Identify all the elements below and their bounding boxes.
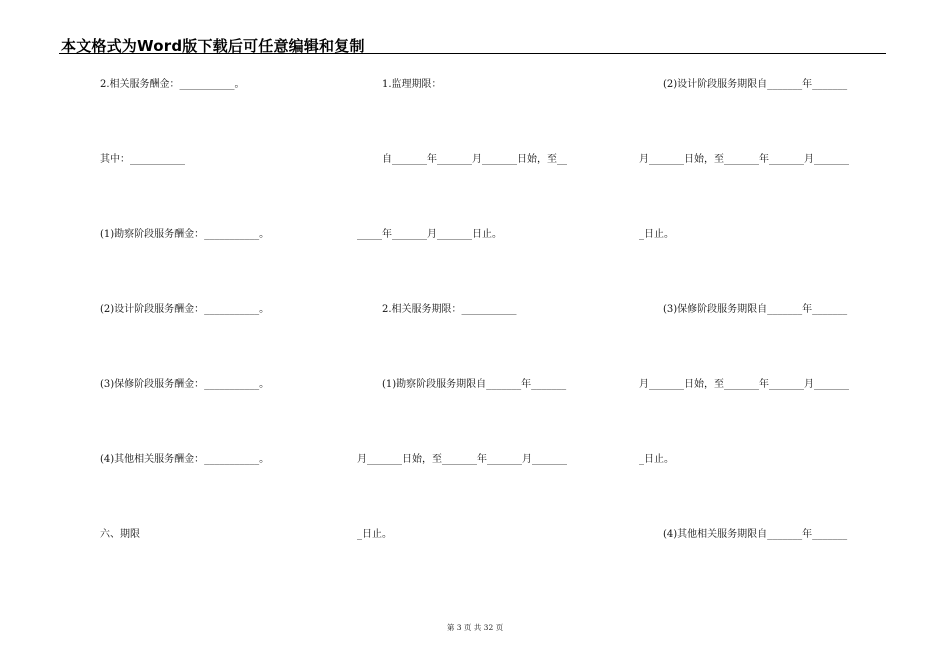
middle-line-survey-dates: 月_______日始，至_______年_______月_______ (357, 454, 567, 465)
middle-line-until-date: _____年_______月_______日止。 (357, 229, 502, 240)
document-header-title: 本文格式为Word版下载后可任意编辑和复制 (61, 37, 365, 55)
right-line-design-dates: 月_______日始，至_______年_______月_______ (639, 154, 849, 165)
left-line-section-six: 六、期限 (100, 529, 140, 540)
middle-line-from-date: 自_______年_______月_______日始，至__ (382, 154, 567, 165)
right-line-other-period: (4)其他相关服务期限自_______年_______ (663, 529, 848, 540)
left-line-survey-fee: (1)勘察阶段服务酬金：___________。 (100, 229, 270, 240)
right-line-warranty-period: (3)保修阶段服务期限自_______年_______ (663, 304, 848, 315)
page-number: 第 3 页 共 32 页 (446, 623, 504, 632)
left-line-design-fee: (2)设计阶段服务酬金：___________。 (100, 304, 270, 315)
right-line-warranty-end: _日止。 (639, 454, 674, 465)
left-line-other-fee: (4)其他相关服务酬金：___________。 (100, 454, 270, 465)
left-line-warranty-fee: (3)保修阶段服务酬金：___________。 (100, 379, 270, 390)
middle-line-survey-period: (1)勘察阶段服务期限自_______年_______ (382, 379, 567, 390)
right-line-design-end: _日止。 (639, 229, 674, 240)
left-line-service-fee: 2.相关服务酬金：___________。 (100, 79, 245, 90)
middle-line-supervision-period: 1.监理期限： (382, 79, 442, 90)
middle-line-survey-end: _日止。 (357, 529, 392, 540)
right-line-warranty-dates: 月_______日始，至_______年_______月_______ (639, 379, 849, 390)
header-divider (59, 53, 886, 54)
middle-line-service-period: 2.相关服务期限：___________ (382, 304, 517, 315)
left-line-of-which: 其中：___________ (100, 154, 185, 165)
right-line-design-period: (2)设计阶段服务期限自_______年_______ (663, 79, 848, 90)
